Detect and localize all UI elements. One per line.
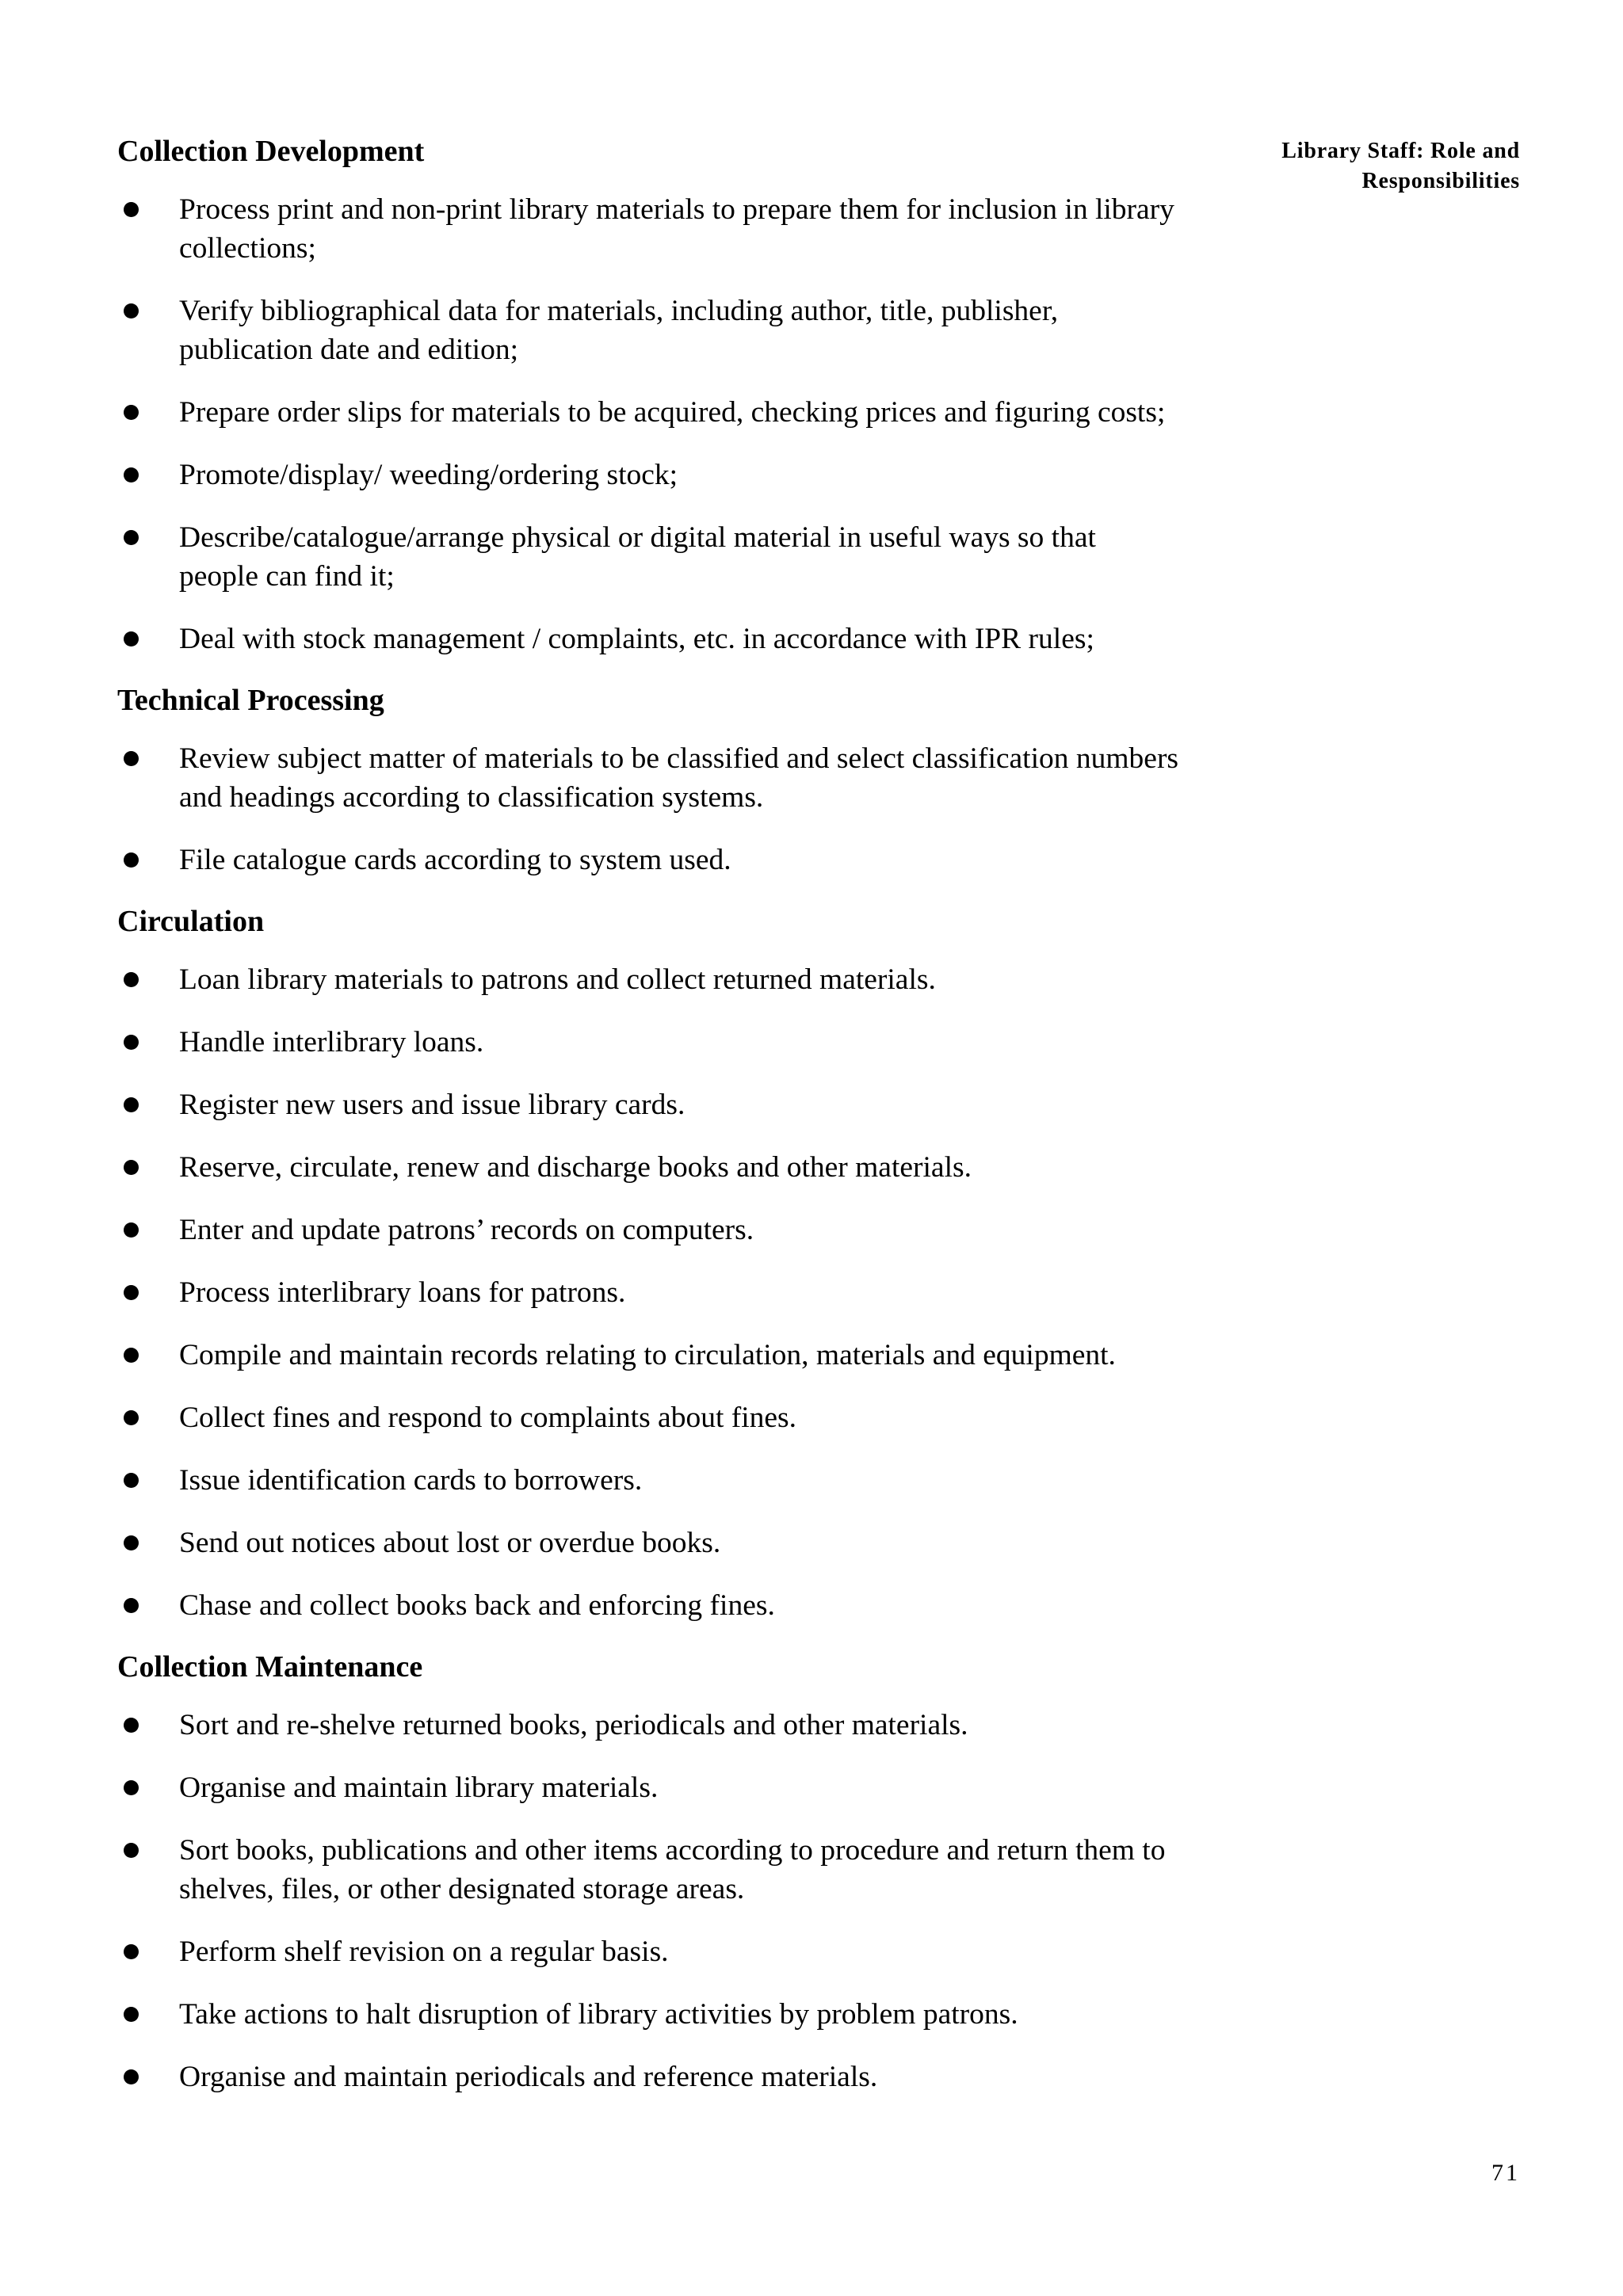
bullet-list — [117, 190, 1179, 658]
section-heading: Collection Maintenance — [117, 1650, 423, 1684]
list-item-text: Take actions to halt disruption of library activities by problem patrons. — [179, 1998, 1018, 2031]
running-head-line-1: Library Staff: Role and — [1281, 139, 1520, 163]
list-item — [117, 1148, 1179, 1187]
list-item — [117, 960, 1179, 999]
list-item — [117, 1932, 1179, 1971]
bullet-icon — [124, 1348, 139, 1363]
bullet-icon — [124, 1780, 139, 1795]
section-collection-development — [117, 133, 1179, 658]
list-item-text: Handle interlibrary loans. — [179, 1026, 484, 1058]
section-collection-maintenance — [117, 1649, 1179, 2096]
list-item — [117, 393, 1179, 432]
section-technical-processing — [117, 682, 1179, 879]
bullet-icon — [124, 1160, 139, 1175]
bullet-icon — [124, 1718, 139, 1733]
list-item — [117, 1461, 1179, 1500]
bullet-icon — [124, 1598, 139, 1613]
bullet-icon — [124, 1285, 139, 1300]
list-item-text: Prepare order slips for materials to be acquired, checking prices and figuring costs; — [179, 396, 1166, 429]
list-item-text: Enter and update patrons’ records on computers. — [179, 1214, 754, 1246]
list-item-text: Chase and collect books back and enforcing fines. — [179, 1589, 775, 1622]
list-item-text: Send out notices about lost or overdue books. — [179, 1527, 721, 1559]
list-item-text: Perform shelf revision on a regular basis. — [179, 1936, 669, 1968]
list-item — [117, 1831, 1179, 1909]
bullet-icon — [124, 530, 139, 545]
bullet-list — [117, 960, 1179, 1625]
section-heading: Technical Processing — [117, 684, 384, 717]
bullet-icon — [124, 2069, 139, 2084]
list-item-text: Deal with stock management / complaints, etc. in accordance with IPR rules; — [179, 623, 1094, 655]
list-item — [117, 1211, 1179, 1249]
list-item — [117, 1995, 1179, 2034]
list-item — [117, 1586, 1179, 1625]
list-item — [117, 190, 1179, 268]
bullet-icon — [124, 852, 139, 868]
bullet-list — [117, 739, 1179, 879]
list-item — [117, 1085, 1179, 1124]
list-item — [117, 1524, 1179, 1562]
running-head-line-2: Responsibilities — [1361, 169, 1520, 193]
list-item — [117, 2058, 1179, 2096]
list-item — [117, 1273, 1179, 1312]
list-item — [117, 739, 1179, 817]
list-item-text: Compile and maintain records relating to circulation, materials and equipment. — [179, 1339, 1116, 1371]
bullet-icon — [124, 1097, 139, 1112]
running-head — [1281, 136, 1520, 196]
list-item-text: Collect fines and respond to complaints about fines. — [179, 1402, 797, 1434]
list-item-text: Sort books, publications and other items according to procedure and return them to shelves, files, or other designated storage areas. — [179, 1834, 1166, 1905]
list-item-text: Organise and maintain periodicals and reference materials. — [179, 2061, 878, 2093]
section-heading: Circulation — [117, 905, 265, 938]
bullet-icon — [124, 2007, 139, 2022]
bullet-icon — [124, 303, 139, 318]
bullet-icon — [124, 1473, 139, 1488]
bullet-icon — [124, 751, 139, 766]
list-item-text: Describe/catalogue/arrange physical or digital material in useful ways so that people can find it; — [179, 521, 1096, 593]
bullet-icon — [124, 972, 139, 987]
bullet-icon — [124, 1035, 139, 1050]
bullet-icon — [124, 1410, 139, 1425]
list-item-text: File catalogue cards according to system used. — [179, 844, 731, 876]
bullet-icon — [124, 467, 139, 482]
list-item-text: Review subject matter of materials to be classified and select classification numbers and headings according to classification systems. — [179, 742, 1179, 814]
list-item-text: Reserve, circulate, renew and discharge books and other materials. — [179, 1151, 972, 1184]
list-item — [117, 518, 1179, 596]
bullet-icon — [124, 405, 139, 420]
list-item-text: Issue identification cards to borrowers. — [179, 1464, 643, 1497]
list-item — [117, 620, 1179, 658]
bullet-icon — [124, 631, 139, 646]
bullet-list — [117, 1706, 1179, 2096]
list-item — [117, 841, 1179, 879]
list-item-text: Promote/display/ weeding/ordering stock; — [179, 459, 678, 491]
list-item — [117, 1023, 1179, 1062]
bullet-icon — [124, 1944, 139, 1959]
list-item-text: Process interlibrary loans for patrons. — [179, 1276, 626, 1309]
list-item — [117, 1398, 1179, 1437]
list-item — [117, 1706, 1179, 1745]
bullet-icon — [124, 1843, 139, 1858]
list-item-text: Register new users and issue library cards. — [179, 1089, 685, 1121]
list-item-text: Loan library materials to patrons and collect returned materials. — [179, 963, 936, 996]
list-item-text: Verify bibliographical data for materials, including author, title, publisher, publication date and edition; — [179, 295, 1059, 366]
list-item-text: Process print and non-print library materials to prepare them for inclusion in library collections; — [179, 193, 1174, 265]
bullet-icon — [124, 1535, 139, 1550]
bullet-icon — [124, 202, 139, 217]
list-item — [117, 292, 1179, 369]
list-item-text: Sort and re-shelve returned books, periodicals and other materials. — [179, 1709, 968, 1741]
page-number: 71 — [1491, 2160, 1520, 2186]
section-heading: Collection Development — [117, 135, 425, 168]
list-item — [117, 456, 1179, 494]
list-item — [117, 1768, 1179, 1807]
section-circulation — [117, 903, 1179, 1625]
list-item — [117, 1336, 1179, 1375]
list-item-text: Organise and maintain library materials. — [179, 1772, 659, 1804]
bullet-icon — [124, 1222, 139, 1238]
main-content — [117, 133, 1179, 2120]
